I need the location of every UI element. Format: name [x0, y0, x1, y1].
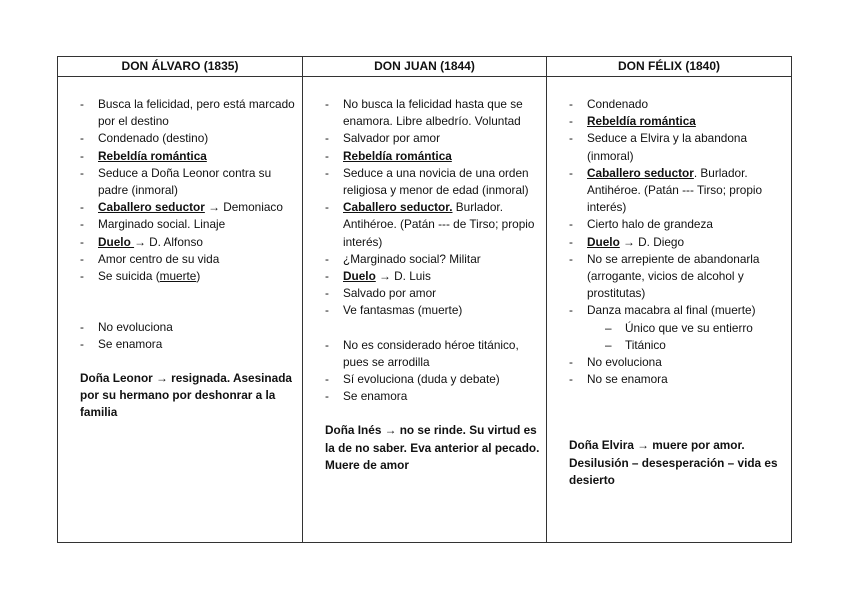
item-text: Condenado (destino) — [98, 131, 209, 146]
emphasis-text: Rebeldía romántica — [343, 148, 452, 163]
list-item — [569, 165, 787, 217]
conclusion-dona-ines: Doña Inés → no se rinde. Su virtud es la de no saber. Eva anterior al pecado. Muere de amor — [325, 423, 540, 472]
list-item — [80, 199, 298, 216]
item-text: Se enamora — [343, 389, 408, 404]
sub-list-item — [569, 320, 787, 337]
item-text: ¿Marginado social? Militar — [343, 251, 481, 266]
list-item — [80, 148, 298, 165]
item-text: . Burlador. Antihéroe. (Patán --- Tirso; propio interés) — [587, 165, 763, 215]
item-text: Salvado por amor — [343, 286, 437, 301]
item-text: Busca la felicidad, pero está marcado por el destino — [98, 97, 295, 129]
list-item — [569, 302, 787, 319]
emphasis-text: muerte — [159, 269, 197, 284]
list-item — [569, 234, 787, 251]
emphasis-text: Rebeldía romántica — [587, 114, 696, 129]
item-text: No evoluciona — [587, 355, 662, 370]
emphasis-text: Duelo — [587, 234, 620, 249]
column-don-juan — [303, 77, 547, 543]
item-text: Burlador. Antihéroe. (Patán --- de Tirso; propio interés) — [343, 200, 535, 249]
emphasis-text: Caballero seductor. — [343, 200, 453, 215]
emphasis-text: Caballero seductor — [587, 165, 694, 180]
list-item — [325, 251, 542, 268]
emphasis-text: Duelo — [343, 269, 376, 284]
item-text: Condenado — [587, 97, 649, 111]
list-item — [569, 113, 787, 130]
list-item — [569, 96, 787, 113]
item-text: Se enamora — [98, 337, 163, 352]
list-item — [569, 371, 787, 388]
list-item — [325, 337, 542, 371]
item-text: No se arrepiente de abandonarla (arrogante, vicios de alcohol y prostitutas) — [587, 251, 760, 301]
list-item — [80, 319, 298, 336]
item-text: Seduce a Elvira y la abandona (inmoral) — [587, 131, 748, 163]
trait-list — [569, 96, 787, 388]
list-item — [80, 165, 298, 199]
list-item — [80, 268, 298, 285]
list-item — [80, 251, 298, 268]
item-text: Titánico — [625, 337, 666, 352]
list-item — [80, 234, 298, 251]
list-item — [569, 354, 787, 371]
list-item — [325, 268, 542, 285]
spacer — [80, 285, 298, 302]
comparison-table — [57, 56, 792, 543]
trait-list — [80, 96, 298, 354]
conclusion-dona-leonor: Doña Leonor → resignada. Asesinada por su hermano por deshonrar a la familia — [80, 370, 292, 420]
emphasis-text: Caballero seductor — [98, 200, 205, 215]
spacer — [80, 302, 298, 319]
item-text: Sí evoluciona (duda y debate) — [343, 372, 500, 387]
emphasis-text: Rebeldía romántica — [98, 148, 207, 163]
list-item — [325, 130, 542, 147]
list-item — [325, 285, 542, 302]
item-text: Marginado social. Linaje — [98, 217, 226, 232]
item-text: ) — [196, 269, 201, 284]
list-item — [569, 251, 787, 303]
item-text: → D. Luis — [375, 269, 431, 284]
list-item — [569, 216, 787, 233]
list-item — [80, 96, 298, 130]
item-text: No evoluciona — [98, 320, 173, 335]
emphasis-text: Duelo — [98, 234, 135, 249]
list-item — [325, 302, 542, 319]
list-item — [325, 96, 542, 130]
list-item — [325, 371, 542, 388]
list-item — [325, 388, 542, 405]
column-don-felix — [547, 77, 792, 543]
item-text: No se enamora — [587, 372, 668, 387]
item-text: → D. Alfonso — [134, 234, 203, 249]
list-item — [80, 130, 298, 147]
list-item — [569, 130, 787, 164]
item-text: Se suicida ( — [98, 269, 160, 284]
header-don-alvaro: DON ÁLVARO (1835) — [58, 57, 303, 77]
item-text: Salvador por amor — [343, 131, 441, 146]
header-don-felix: DON FÉLIX (1840) — [547, 57, 792, 77]
item-text: → Demoniaco — [204, 200, 283, 215]
item-text: Único que ve su entierro — [625, 320, 753, 335]
item-text: Seduce a una novicia de una orden religiosa y menor de edad (inmoral) — [343, 165, 529, 198]
item-text: → D. Diego — [619, 234, 685, 249]
trait-list — [325, 96, 542, 405]
sub-list-item — [569, 337, 787, 354]
list-item — [80, 216, 298, 233]
item-text: No busca la felicidad hasta que se enamora. Libre albedrío. Voluntad — [343, 97, 523, 129]
list-item — [325, 165, 542, 199]
item-text: Amor centro de su vida — [98, 251, 220, 266]
list-item — [325, 148, 542, 165]
item-text: Seduce a Doña Leonor contra su padre (inmoral) — [98, 165, 272, 198]
list-item — [325, 199, 542, 251]
column-don-alvaro — [58, 77, 303, 543]
spacer — [325, 320, 542, 337]
item-text: No es considerado héroe titánico, pues se arrodilla — [343, 337, 519, 369]
item-text: Danza macabra al final (muerte) — [587, 303, 756, 318]
conclusion-dona-elvira: Doña Elvira → muere por amor. Desilusión – desesperación – vida es desierto — [569, 438, 778, 487]
item-text: Ve fantasmas (muerte) — [343, 303, 463, 318]
list-item — [80, 336, 298, 353]
item-text: Cierto halo de grandeza — [587, 217, 713, 232]
header-don-juan: DON JUAN (1844) — [303, 57, 547, 77]
